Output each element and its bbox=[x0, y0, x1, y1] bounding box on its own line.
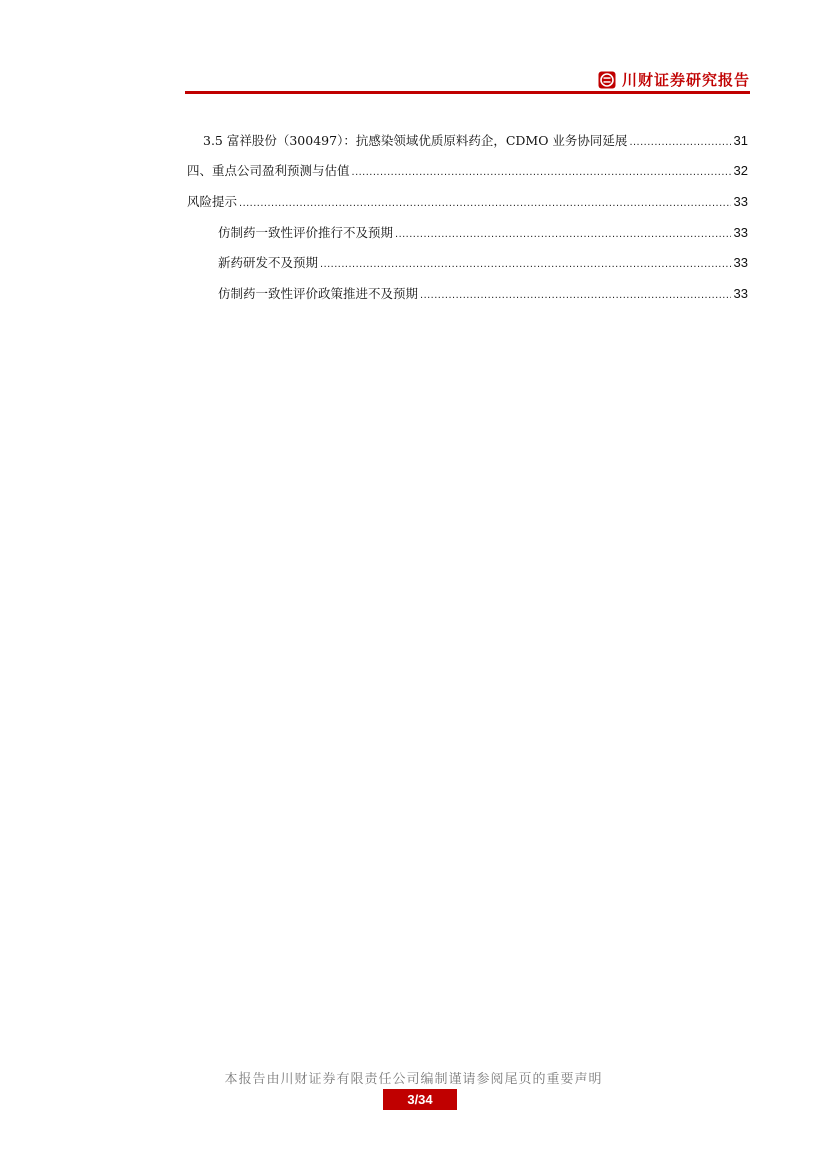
toc-entry-section-4[interactable] bbox=[187, 163, 748, 179]
toc-entry-page: 31 bbox=[733, 133, 748, 148]
toc-entry-page: 33 bbox=[733, 286, 748, 301]
toc-entry-page: 33 bbox=[733, 255, 748, 270]
toc-leader-dots bbox=[395, 226, 731, 242]
footer-disclaimer: 本报告由川财证券有限责任公司编制谨请参阅尾页的重要声明 bbox=[224, 1072, 603, 1087]
toc-entry-label: 3.5 富祥股份（300497）：抗感染领域优质原料药企，CDMO 业务协同延展 bbox=[203, 133, 628, 148]
toc-leader-dots bbox=[239, 195, 731, 211]
toc-leader-dots bbox=[320, 256, 731, 272]
toc-entry-risk[interactable] bbox=[187, 194, 748, 210]
toc-entry-page: 33 bbox=[733, 225, 748, 240]
toc-entry-page: 32 bbox=[733, 163, 748, 178]
toc-leader-dots bbox=[420, 287, 731, 303]
toc-entry-label: 风险提示 bbox=[187, 194, 238, 209]
toc-leader-dots bbox=[629, 134, 730, 150]
toc-entry-page: 33 bbox=[733, 194, 748, 209]
toc-entry-3-5[interactable] bbox=[203, 133, 748, 149]
toc-entry-label: 仿制药一致性评价推行不及预期 bbox=[218, 225, 394, 240]
page-number-badge: 3/34 bbox=[383, 1089, 457, 1110]
toc-entry-label: 四、重点公司盈利预测与估值 bbox=[187, 163, 350, 178]
toc-entry-risk-1[interactable] bbox=[218, 225, 748, 241]
brand-name: 川财证券研究报告 bbox=[621, 71, 750, 89]
toc-entry-label: 新药研发不及预期 bbox=[218, 255, 319, 270]
toc-entry-label: 仿制药一致性评价政策推进不及预期 bbox=[218, 286, 419, 301]
toc-leader-dots bbox=[352, 164, 731, 180]
toc-entry-risk-2[interactable] bbox=[218, 255, 748, 271]
toc-entry-risk-3[interactable] bbox=[218, 286, 748, 302]
table-of-contents bbox=[0, 0, 827, 320]
